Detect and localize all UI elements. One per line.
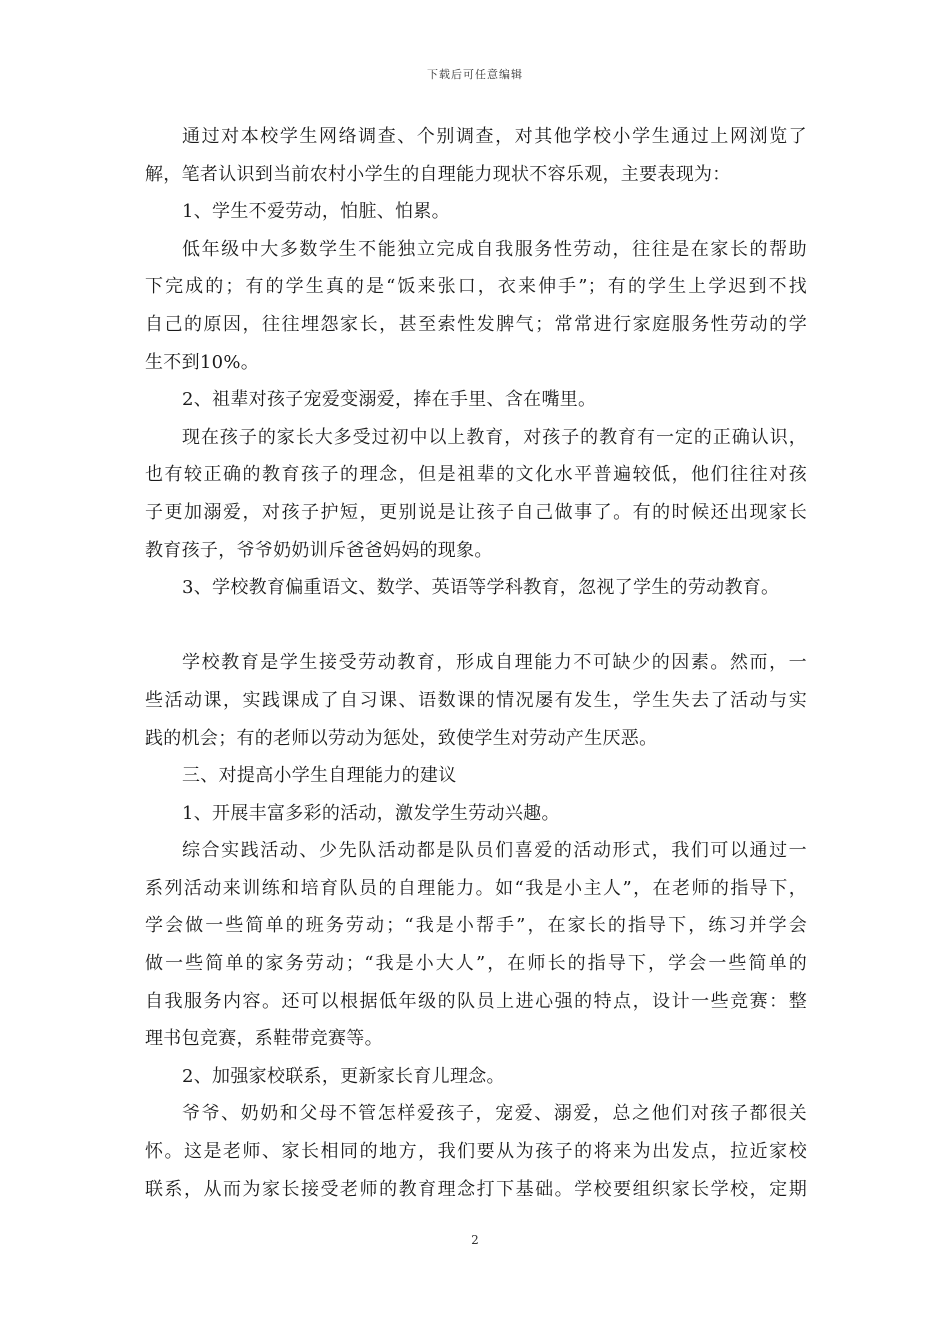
paragraph-line: 生不到10%。 [145,351,260,373]
paragraph-line: 解，笔者认识到当前农村小学生的自理能力现状不容乐观，主要表现为： [145,163,731,185]
paragraph-line: 学校教育是学生接受劳动教育，形成自理能力不可缺少的因素。然而，一 [182,652,807,674]
section-heading: 2、加强家校联系，更新家长育儿理念。 [182,1065,505,1087]
paragraph-line: 自己的原因，往往埋怨家长，甚至索性发脾气；常常进行家庭服务性劳动的学 [145,313,807,335]
paragraph-line: 些活动课，实践课成了自习课、语数课的情况屡有发生，学生失去了活动与实 [145,689,807,711]
section-heading: 3、学校教育偏重语文、数学、英语等学科教育，忽视了学生的劳动教育。 [182,577,780,599]
section-heading: 三、对提高小学生自理能力的建议 [182,765,457,787]
paragraph-line: 践的机会；有的老师以劳动为惩处，致使学生对劳动产生厌恶。 [145,727,658,749]
section-heading: 2、祖辈对孩子宠爱变溺爱，捧在手里、含在嘴里。 [182,389,597,411]
section-heading: 1、开展丰富多彩的活动，激发学生劳动兴趣。 [182,802,560,824]
paragraph-line: 下完成的；有的学生真的是“饭来张口，衣来伸手”；有的学生上学迟到不找 [145,276,807,298]
paragraph-line: 做一些简单的家务劳动；“我是小大人”，在师长的指导下，学会一些简单的 [145,953,807,975]
page-number: 2 [471,1233,479,1247]
paragraph-line: 爷爷、奶奶和父母不管怎样爱孩子，宠爱、溺爱，总之他们对孩子都很关 [182,1103,807,1125]
paragraph-line: 子更加溺爱，对孩子护短，更别说是让孩子自己做事了。有的时候还出现家长 [145,501,807,523]
paragraph-line: 系列活动来训练和培育队员的自理能力。如“我是小主人”，在老师的指导下， [145,877,807,899]
paragraph-line: 怀。这是老师、家长相同的地方，我们要从为孩子的将来为出发点，拉近家校 [145,1141,807,1163]
document-body [145,118,807,1208]
paragraph-line: 低年级中大多数学生不能独立完成自我服务性劳动，往往是在家长的帮助 [182,238,807,260]
paragraph-line: 教育孩子，爷爷奶奶训斥爸爸妈妈的现象。 [145,539,493,561]
paragraph-line: 现在孩子的家长大多受过初中以上教育，对孩子的教育有一定的正确认识， [182,426,807,448]
paragraph-line: 学会做一些简单的班务劳动；“我是小帮手”，在家长的指导下，练习并学会 [145,915,807,937]
blank-line [145,607,807,645]
paragraph-line: 理书包竞赛，系鞋带竞赛等。 [145,1028,383,1050]
paragraph-line: 也有较正确的教育孩子的理念，但是祖辈的文化水平普遍较低，他们往往对孩 [145,464,807,486]
paragraph-line: 联系，从而为家长接受老师的教育理念打下基础。学校要组织家长学校，定期 [145,1178,807,1200]
paragraph-line: 综合实践活动、少先队活动都是队员们喜爱的活动形式，我们可以通过一 [182,840,807,862]
paragraph-line: 通过对本校学生网络调查、个别调查，对其他学校小学生通过上网浏览了 [182,126,807,147]
page-header-note: 下载后可任意编辑 [427,68,523,81]
section-heading: 1、学生不爱劳动，怕脏、怕累。 [182,201,450,223]
paragraph-line: 自我服务内容。还可以根据低年级的队员上进心强的特点，设计一些竞赛：整 [145,990,807,1012]
